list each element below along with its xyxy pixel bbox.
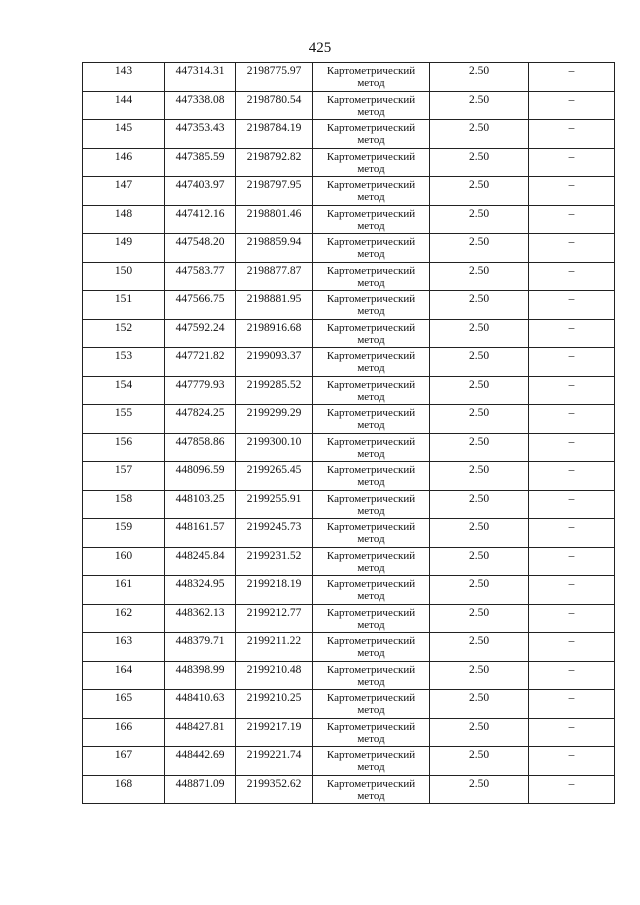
method-cell: Картометрический метод [313, 519, 430, 548]
point-number-cell: 166 [83, 718, 165, 747]
precision-cell: 2.50 [430, 291, 529, 320]
method-cell: Картометрический метод [313, 433, 430, 462]
method-cell: Картометрический метод [313, 547, 430, 576]
y-coordinate-cell: 2199218.19 [236, 576, 313, 605]
table-row [83, 490, 615, 519]
table-row [83, 262, 615, 291]
note-cell: – [529, 547, 615, 576]
table-row [83, 177, 615, 206]
point-number-cell: 145 [83, 120, 165, 149]
x-coordinate-cell: 447721.82 [165, 348, 236, 377]
point-number-cell: 143 [83, 63, 165, 92]
note-cell: – [529, 376, 615, 405]
y-coordinate-cell: 2198797.95 [236, 177, 313, 206]
table-row [83, 462, 615, 491]
y-coordinate-cell: 2198859.94 [236, 234, 313, 263]
precision-cell: 2.50 [430, 576, 529, 605]
point-number-cell: 149 [83, 234, 165, 263]
x-coordinate-cell: 448871.09 [165, 775, 236, 804]
x-coordinate-cell: 448398.99 [165, 661, 236, 690]
x-coordinate-cell: 448161.57 [165, 519, 236, 548]
precision-cell: 2.50 [430, 205, 529, 234]
precision-cell: 2.50 [430, 490, 529, 519]
coordinates-table-body [83, 63, 615, 804]
x-coordinate-cell: 447353.43 [165, 120, 236, 149]
precision-cell: 2.50 [430, 633, 529, 662]
note-cell: – [529, 319, 615, 348]
x-coordinate-cell: 448442.69 [165, 747, 236, 776]
table-row [83, 234, 615, 263]
method-cell: Картометрический метод [313, 120, 430, 149]
table-row [83, 319, 615, 348]
y-coordinate-cell: 2199299.29 [236, 405, 313, 434]
precision-cell: 2.50 [430, 120, 529, 149]
y-coordinate-cell: 2199231.52 [236, 547, 313, 576]
method-cell: Картометрический метод [313, 690, 430, 719]
precision-cell: 2.50 [430, 661, 529, 690]
table-row [83, 148, 615, 177]
note-cell: – [529, 262, 615, 291]
y-coordinate-cell: 2199217.19 [236, 718, 313, 747]
x-coordinate-cell: 447403.97 [165, 177, 236, 206]
x-coordinate-cell: 447592.24 [165, 319, 236, 348]
precision-cell: 2.50 [430, 91, 529, 120]
y-coordinate-cell: 2198775.97 [236, 63, 313, 92]
x-coordinate-cell: 447314.31 [165, 63, 236, 92]
table-row [83, 661, 615, 690]
precision-cell: 2.50 [430, 177, 529, 206]
y-coordinate-cell: 2199093.37 [236, 348, 313, 377]
note-cell: – [529, 63, 615, 92]
y-coordinate-cell: 2199221.74 [236, 747, 313, 776]
method-cell: Картометрический метод [313, 262, 430, 291]
point-number-cell: 167 [83, 747, 165, 776]
y-coordinate-cell: 2198792.82 [236, 148, 313, 177]
method-cell: Картометрический метод [313, 747, 430, 776]
precision-cell: 2.50 [430, 747, 529, 776]
method-cell: Картометрический метод [313, 91, 430, 120]
precision-cell: 2.50 [430, 63, 529, 92]
method-cell: Картометрический метод [313, 148, 430, 177]
point-number-cell: 156 [83, 433, 165, 462]
y-coordinate-cell: 2199212.77 [236, 604, 313, 633]
method-cell: Картометрический метод [313, 633, 430, 662]
x-coordinate-cell: 447779.93 [165, 376, 236, 405]
method-cell: Картометрический метод [313, 462, 430, 491]
table-row [83, 576, 615, 605]
point-number-cell: 151 [83, 291, 165, 320]
precision-cell: 2.50 [430, 718, 529, 747]
x-coordinate-cell: 447412.16 [165, 205, 236, 234]
y-coordinate-cell: 2198784.19 [236, 120, 313, 149]
method-cell: Картометрический метод [313, 490, 430, 519]
point-number-cell: 163 [83, 633, 165, 662]
note-cell: – [529, 775, 615, 804]
note-cell: – [529, 177, 615, 206]
note-cell: – [529, 604, 615, 633]
precision-cell: 2.50 [430, 519, 529, 548]
table-row [83, 205, 615, 234]
y-coordinate-cell: 2198780.54 [236, 91, 313, 120]
method-cell: Картометрический метод [313, 234, 430, 263]
method-cell: Картометрический метод [313, 405, 430, 434]
table-row [83, 718, 615, 747]
note-cell: – [529, 661, 615, 690]
note-cell: – [529, 718, 615, 747]
precision-cell: 2.50 [430, 775, 529, 804]
point-number-cell: 161 [83, 576, 165, 605]
method-cell: Картометрический метод [313, 319, 430, 348]
note-cell: – [529, 519, 615, 548]
table-row [83, 604, 615, 633]
x-coordinate-cell: 447566.75 [165, 291, 236, 320]
note-cell: – [529, 348, 615, 377]
point-number-cell: 168 [83, 775, 165, 804]
note-cell: – [529, 633, 615, 662]
y-coordinate-cell: 2198916.68 [236, 319, 313, 348]
point-number-cell: 153 [83, 348, 165, 377]
point-number-cell: 159 [83, 519, 165, 548]
point-number-cell: 155 [83, 405, 165, 434]
precision-cell: 2.50 [430, 604, 529, 633]
method-cell: Картометрический метод [313, 63, 430, 92]
point-number-cell: 157 [83, 462, 165, 491]
table-row [83, 519, 615, 548]
table-row [83, 690, 615, 719]
precision-cell: 2.50 [430, 433, 529, 462]
x-coordinate-cell: 448245.84 [165, 547, 236, 576]
table-row [83, 433, 615, 462]
table-row [83, 120, 615, 149]
y-coordinate-cell: 2199210.48 [236, 661, 313, 690]
x-coordinate-cell: 448362.13 [165, 604, 236, 633]
method-cell: Картометрический метод [313, 205, 430, 234]
y-coordinate-cell: 2199300.10 [236, 433, 313, 462]
point-number-cell: 148 [83, 205, 165, 234]
precision-cell: 2.50 [430, 319, 529, 348]
x-coordinate-cell: 447338.08 [165, 91, 236, 120]
x-coordinate-cell: 447858.86 [165, 433, 236, 462]
y-coordinate-cell: 2199210.25 [236, 690, 313, 719]
x-coordinate-cell: 448324.95 [165, 576, 236, 605]
x-coordinate-cell: 447385.59 [165, 148, 236, 177]
table-row [83, 376, 615, 405]
point-number-cell: 160 [83, 547, 165, 576]
x-coordinate-cell: 448103.25 [165, 490, 236, 519]
note-cell: – [529, 291, 615, 320]
method-cell: Картометрический метод [313, 291, 430, 320]
x-coordinate-cell: 448427.81 [165, 718, 236, 747]
note-cell: – [529, 91, 615, 120]
y-coordinate-cell: 2198877.87 [236, 262, 313, 291]
x-coordinate-cell: 447548.20 [165, 234, 236, 263]
table-row [83, 405, 615, 434]
note-cell: – [529, 433, 615, 462]
table-row [83, 747, 615, 776]
y-coordinate-cell: 2199265.45 [236, 462, 313, 491]
x-coordinate-cell: 448410.63 [165, 690, 236, 719]
method-cell: Картометрический метод [313, 604, 430, 633]
point-number-cell: 158 [83, 490, 165, 519]
precision-cell: 2.50 [430, 234, 529, 263]
point-number-cell: 147 [83, 177, 165, 206]
note-cell: – [529, 576, 615, 605]
method-cell: Картометрический метод [313, 775, 430, 804]
precision-cell: 2.50 [430, 690, 529, 719]
note-cell: – [529, 405, 615, 434]
method-cell: Картометрический метод [313, 718, 430, 747]
point-number-cell: 152 [83, 319, 165, 348]
table-row [83, 63, 615, 92]
y-coordinate-cell: 2199245.73 [236, 519, 313, 548]
method-cell: Картометрический метод [313, 177, 430, 206]
x-coordinate-cell: 448379.71 [165, 633, 236, 662]
precision-cell: 2.50 [430, 462, 529, 491]
point-number-cell: 150 [83, 262, 165, 291]
note-cell: – [529, 205, 615, 234]
table-row [83, 91, 615, 120]
note-cell: – [529, 234, 615, 263]
coordinates-table [82, 62, 615, 804]
x-coordinate-cell: 447583.77 [165, 262, 236, 291]
method-cell: Картометрический метод [313, 348, 430, 377]
point-number-cell: 146 [83, 148, 165, 177]
precision-cell: 2.50 [430, 262, 529, 291]
note-cell: – [529, 490, 615, 519]
point-number-cell: 154 [83, 376, 165, 405]
point-number-cell: 144 [83, 91, 165, 120]
point-number-cell: 165 [83, 690, 165, 719]
page-number: 425 [308, 40, 332, 56]
y-coordinate-cell: 2199352.62 [236, 775, 313, 804]
point-number-cell: 162 [83, 604, 165, 633]
precision-cell: 2.50 [430, 148, 529, 177]
y-coordinate-cell: 2199285.52 [236, 376, 313, 405]
precision-cell: 2.50 [430, 405, 529, 434]
note-cell: – [529, 120, 615, 149]
table-row [83, 775, 615, 804]
table-row [83, 291, 615, 320]
y-coordinate-cell: 2198881.95 [236, 291, 313, 320]
point-number-cell: 164 [83, 661, 165, 690]
x-coordinate-cell: 448096.59 [165, 462, 236, 491]
y-coordinate-cell: 2199211.22 [236, 633, 313, 662]
precision-cell: 2.50 [430, 376, 529, 405]
note-cell: – [529, 148, 615, 177]
method-cell: Картометрический метод [313, 576, 430, 605]
method-cell: Картометрический метод [313, 661, 430, 690]
note-cell: – [529, 747, 615, 776]
precision-cell: 2.50 [430, 547, 529, 576]
table-row [83, 547, 615, 576]
x-coordinate-cell: 447824.25 [165, 405, 236, 434]
method-cell: Картометрический метод [313, 376, 430, 405]
y-coordinate-cell: 2198801.46 [236, 205, 313, 234]
table-row [83, 348, 615, 377]
note-cell: – [529, 690, 615, 719]
table-row [83, 633, 615, 662]
y-coordinate-cell: 2199255.91 [236, 490, 313, 519]
precision-cell: 2.50 [430, 348, 529, 377]
note-cell: – [529, 462, 615, 491]
